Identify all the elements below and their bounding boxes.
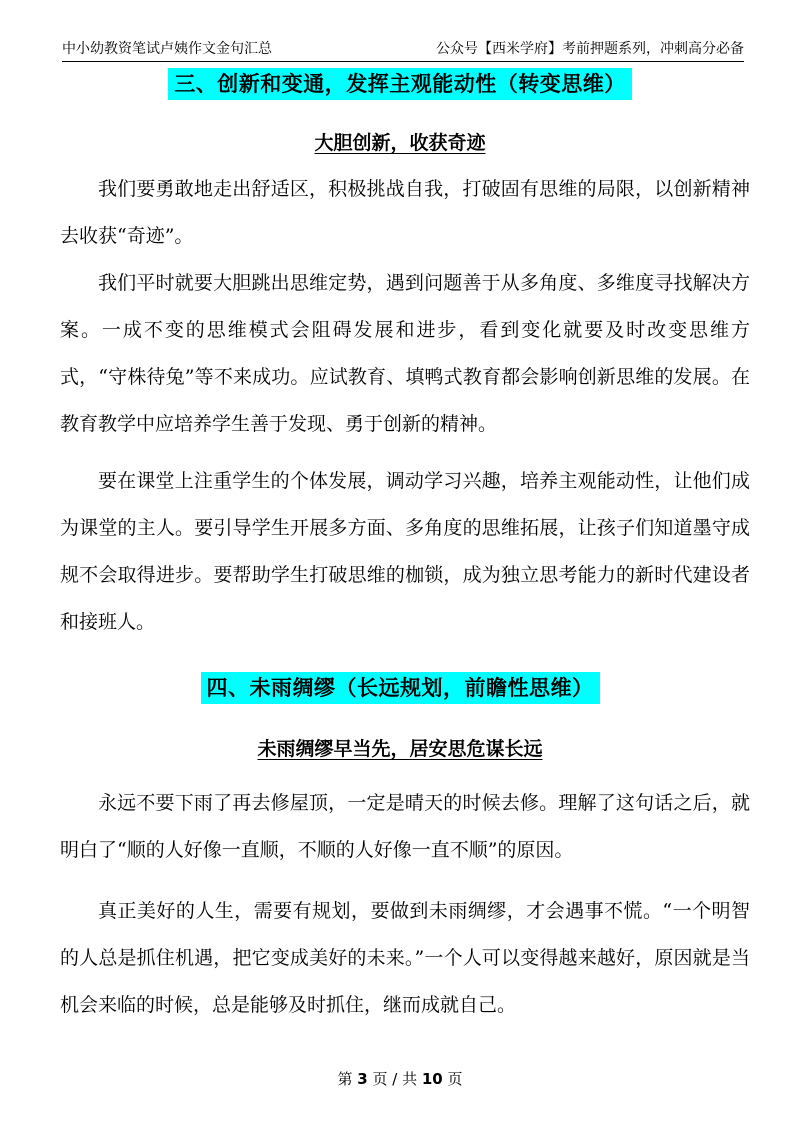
section-4-title: 四、未雨绸缪（长远规划，前瞻性思维） xyxy=(201,672,600,704)
page-footer xyxy=(0,1068,800,1089)
header-right-text: 公众号【西米学府】考前押题系列，冲刺高分必备 xyxy=(436,41,744,57)
section-3-paragraph-2: 我们平时就要大胆跳出思维定势，遇到问题善于从多角度、多维度寻找解决方案。一成不变的思维模式会阻碍发展和进步，看到变化就要及时改变思维方式，“守株待兔”等不来成功。应试教育、填鸭式教育都会影响创新思维的发展。在教育教学中应培养学生善于发现、勇于创新的精神。 xyxy=(60,272,750,435)
section-4-heading xyxy=(0,672,800,702)
footer-prefix: 第 xyxy=(337,1070,353,1088)
page-header xyxy=(62,32,744,62)
footer-suffix: 页 xyxy=(447,1070,463,1088)
section-3-title: 三、创新和变通，发挥主观能动性（转变思维） xyxy=(168,68,632,100)
section-4-subtitle: 未雨绸缪早当先，居安思危谋长远 xyxy=(257,738,543,760)
section-3-subtitle: 大胆创新，收获奇迹 xyxy=(314,132,486,154)
footer-total-pages: 10 xyxy=(421,1070,443,1088)
section-4-paragraph-2: 真正美好的人生，需要有规划，要做到未雨绸缪，才会遇事不慌。“一个明智的人总是抓住机遇，把它变成美好的未来。”一个人可以变得越来越好，原因就是当机会来临的时候，总是能够及时抓住，继而成就自己。 xyxy=(60,900,750,1016)
footer-middle: 页 / 共 xyxy=(372,1070,418,1088)
section-3-heading xyxy=(0,68,800,98)
section-4-paragraph-1: 永远不要下雨了再去修屋顶，一定是晴天的时候去修。理解了这句话之后，就明白了“顺的人好像一直顺，不顺的人好像一直不顺”的原因。 xyxy=(60,792,750,861)
section-3-paragraph-1: 我们要勇敢地走出舒适区，积极挑战自我，打破固有思维的局限，以创新精神去收获“奇迹”。 xyxy=(60,178,750,247)
footer-page-number: 3 xyxy=(357,1070,368,1088)
section-3-paragraph-3: 要在课堂上注重学生的个体发展，调动学习兴趣，培养主观能动性，让他们成为课堂的主人。要引导学生开展多方面、多角度的思维拓展，让孩子们知道墨守成规不会取得进步。要帮助学生打破思维的枷锁，成为独立思考能力的新时代建设者和接班人。 xyxy=(60,470,750,633)
header-left-text: 中小幼教资笔试卢姨作文金句汇总 xyxy=(62,41,272,57)
